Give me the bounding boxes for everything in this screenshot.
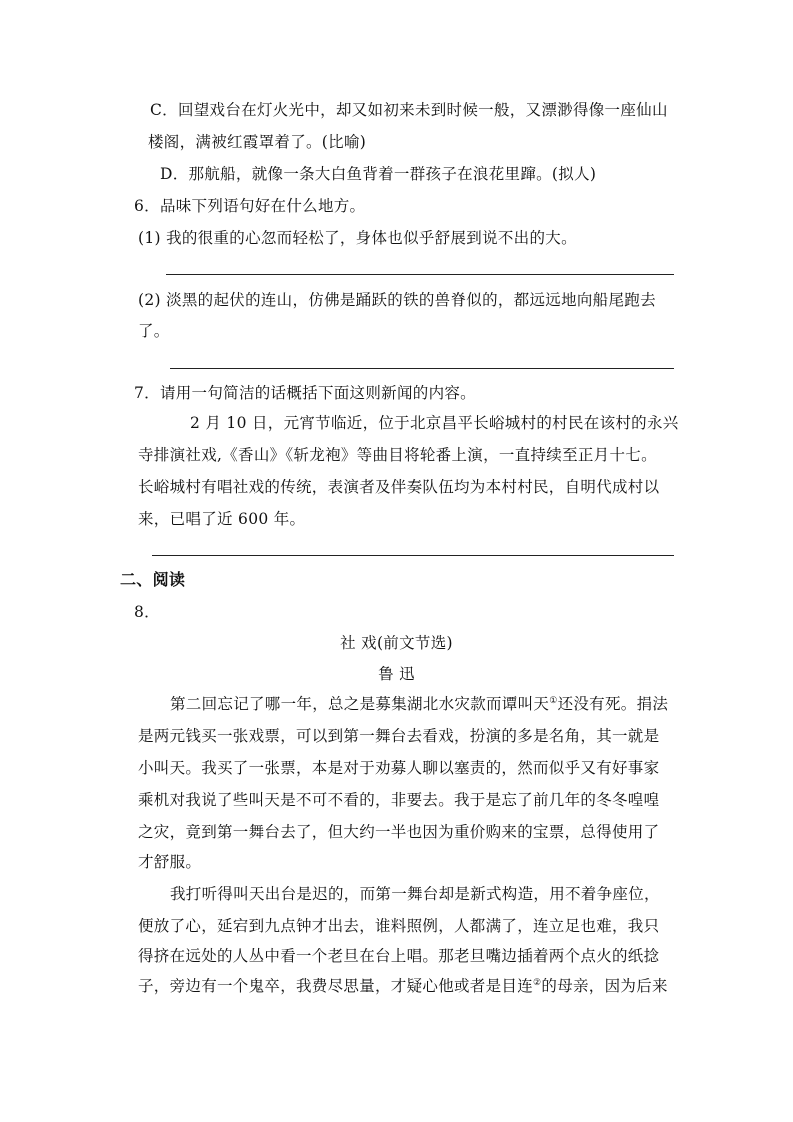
q7-news-line1: 2 月 10 日，元宵节临近，位于北京昌平长峪城村的村民在该村的永兴 bbox=[190, 414, 679, 432]
answer-line-q6-1 bbox=[166, 274, 674, 275]
paragraph-1-line5: 之灾，竟到第一舞台去了，但大约一半也因为重价购来的宝票，总得使用了 bbox=[138, 823, 660, 841]
q6-sentence-2-line2: 了。 bbox=[138, 322, 170, 340]
paragraph-2-line2: 便放了心，延宕到九点钟才出去，谁料照例，人都满了，连立足也难，我只 bbox=[138, 917, 660, 935]
article-author: 鲁 迅 bbox=[378, 665, 415, 683]
q7-news-line3: 长峪城村有唱社戏的传统，表演者及伴奏队伍均为本村村民，自明代成村以 bbox=[138, 478, 660, 496]
q6-sentence-2-line1: (2) 淡黑的起伏的连山，仿佛是踊跃的铁的兽脊似的，都远远地向船尾跑去 bbox=[138, 291, 656, 309]
paragraph-1-line4: 乘机对我说了些叫天是不可不看的，非要去。我于是忘了前几年的冬冬喤喤 bbox=[138, 791, 660, 809]
footnote-marker-1: ① bbox=[549, 695, 558, 706]
q6-sentence-1: (1) 我的很重的心忽而轻松了，身体也似乎舒展到说不出的大。 bbox=[138, 229, 577, 247]
paragraph-2-line1: 我打听得叫天出台是迟的，而第一舞台却是新式构造，用不着争座位， bbox=[170, 885, 660, 903]
q7-title: 7．请用一句简洁的话概括下面这则新闻的内容。 bbox=[134, 384, 476, 402]
q5-option-d: D．那航船，就像一条大白鱼背着一群孩子在浪花里蹿。(拟人) bbox=[160, 165, 597, 183]
paragraph-1-line3: 小叫天。我买了一张票，本是对于劝募人聊以塞责的，然而似乎又有好事家 bbox=[138, 759, 660, 777]
q5-option-c-line1: C．回望戏台在灯火光中，却又如初来未到时候一般，又漂渺得像一座仙山 bbox=[150, 101, 668, 119]
section-heading: 二、阅读 bbox=[120, 570, 186, 589]
q7-news-line4: 来，已唱了近 600 年。 bbox=[138, 510, 306, 528]
q7-news-line2: 寺排演社戏,《香山》《斩龙袍》等曲目将轮番上演，一直持续至正月十七。 bbox=[138, 446, 657, 464]
q5-option-c-line2: 楼阁，满被红霞罩着了。(比喻) bbox=[148, 133, 367, 151]
paragraph-2-line3: 得挤在远处的人丛中看一个老旦在台上唱。那老旦嘴边插着两个点火的纸捻 bbox=[138, 947, 660, 965]
question-number-8: 8． bbox=[134, 603, 160, 621]
footnote-marker-2: ② bbox=[533, 977, 542, 988]
q6-title: 6．品味下列语句好在什么地方。 bbox=[134, 197, 366, 215]
answer-line-q6-2 bbox=[170, 368, 674, 369]
article-title: 社 戏(前文节选) bbox=[340, 634, 453, 652]
answer-line-q7 bbox=[152, 555, 674, 556]
paragraph-1-line6: 才舒服。 bbox=[138, 853, 202, 871]
paragraph-2-line4: 子，旁边有一个鬼卒，我费尽思量，才疑心他或者是目连②的母亲，因为后来 bbox=[138, 977, 668, 995]
paragraph-1-line1: 第二回忘记了哪一年，总之是募集湖北水灾款而谭叫天①还没有死。捐法 bbox=[170, 695, 669, 713]
paragraph-1-line2: 是两元钱买一张戏票，可以到第一舞台去看戏，扮演的多是名角，其一就是 bbox=[138, 727, 660, 745]
